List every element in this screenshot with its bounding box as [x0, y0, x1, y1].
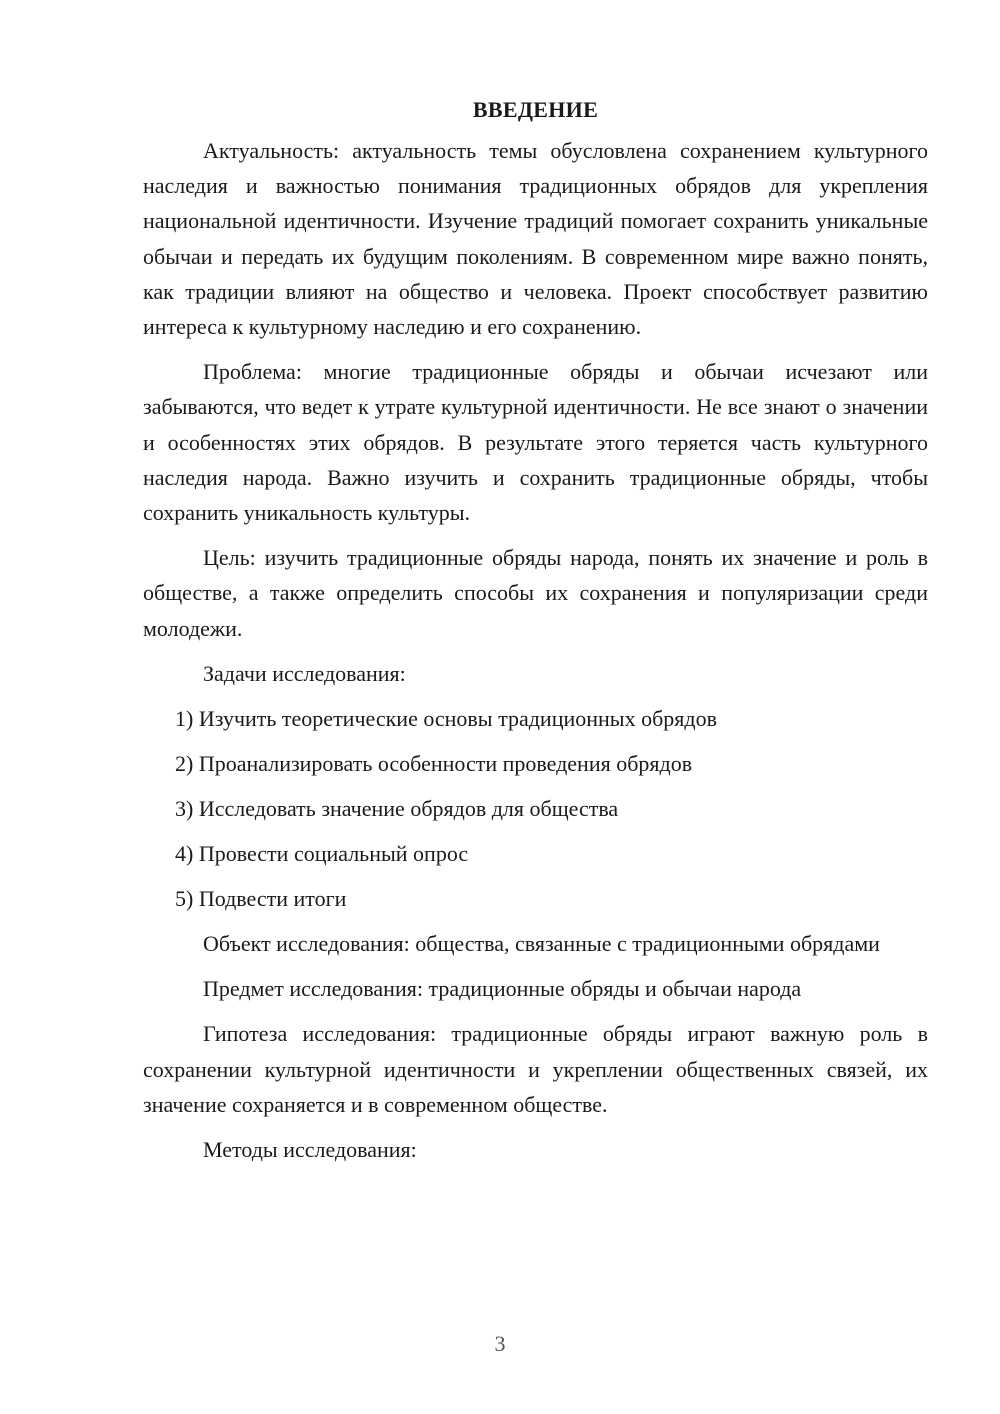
methods-heading: Методы исследования:	[203, 1137, 417, 1163]
subject-paragraph: Предмет исследования: традиционные обряды и обычаи народа	[203, 976, 802, 1002]
page-title: ВВЕДЕНИЕ	[472, 97, 599, 122]
relevance-paragraph: Актуальность: актуальность темы обусловлена сохранением культурного наследия и важностью понимания традиционных обрядов для укрепления национальной идентичности. Изучение традиций помогает сохранить уникальные обычаи и передать их будущим поколениям. В современном мире важно понять, как традиции влияют на общество и человека. Проект способствует развитию интереса к культурному наследию и его сохранению.	[143, 138, 928, 340]
problem-paragraph: Проблема: многие традиционные обряды и обычаи исчезают или забываются, что ведет к утрате культурной идентичности. Не все знают о значении и особенностях этих обрядов. В результате этого теряется часть культурного наследия народа. Важно изучить и сохранить традиционные обряды, чтобы сохранить уникальность культуры.	[143, 359, 928, 526]
object-paragraph: Объект исследования: общества, связанные с традиционными обрядами	[203, 931, 880, 957]
page-number: 3	[494, 1331, 506, 1356]
list-item: 5) Подвести итоги	[175, 886, 347, 912]
tasks-list	[143, 701, 928, 916]
document-page	[143, 92, 928, 1177]
list-item: 2) Проанализировать особенности проведения обрядов	[175, 751, 693, 777]
hypothesis-paragraph: Гипотеза исследования: традиционные обряды играют важную роль в сохранении культурной идентичности и укреплении общественных связей, их значение сохраняется и в современном обществе.	[143, 1021, 928, 1117]
list-item: 1) Изучить теоретические основы традиционных обрядов	[175, 706, 717, 732]
tasks-heading: Задачи исследования:	[203, 660, 406, 686]
list-item: 4) Провести социальный опрос	[175, 841, 469, 867]
list-item: 3) Исследовать значение обрядов для общества	[175, 796, 619, 822]
goal-paragraph: Цель: изучить традиционные обряды народа, понять их значение и роль в обществе, а также определить способы их сохранения и популяризации среди молодежи.	[143, 545, 928, 641]
